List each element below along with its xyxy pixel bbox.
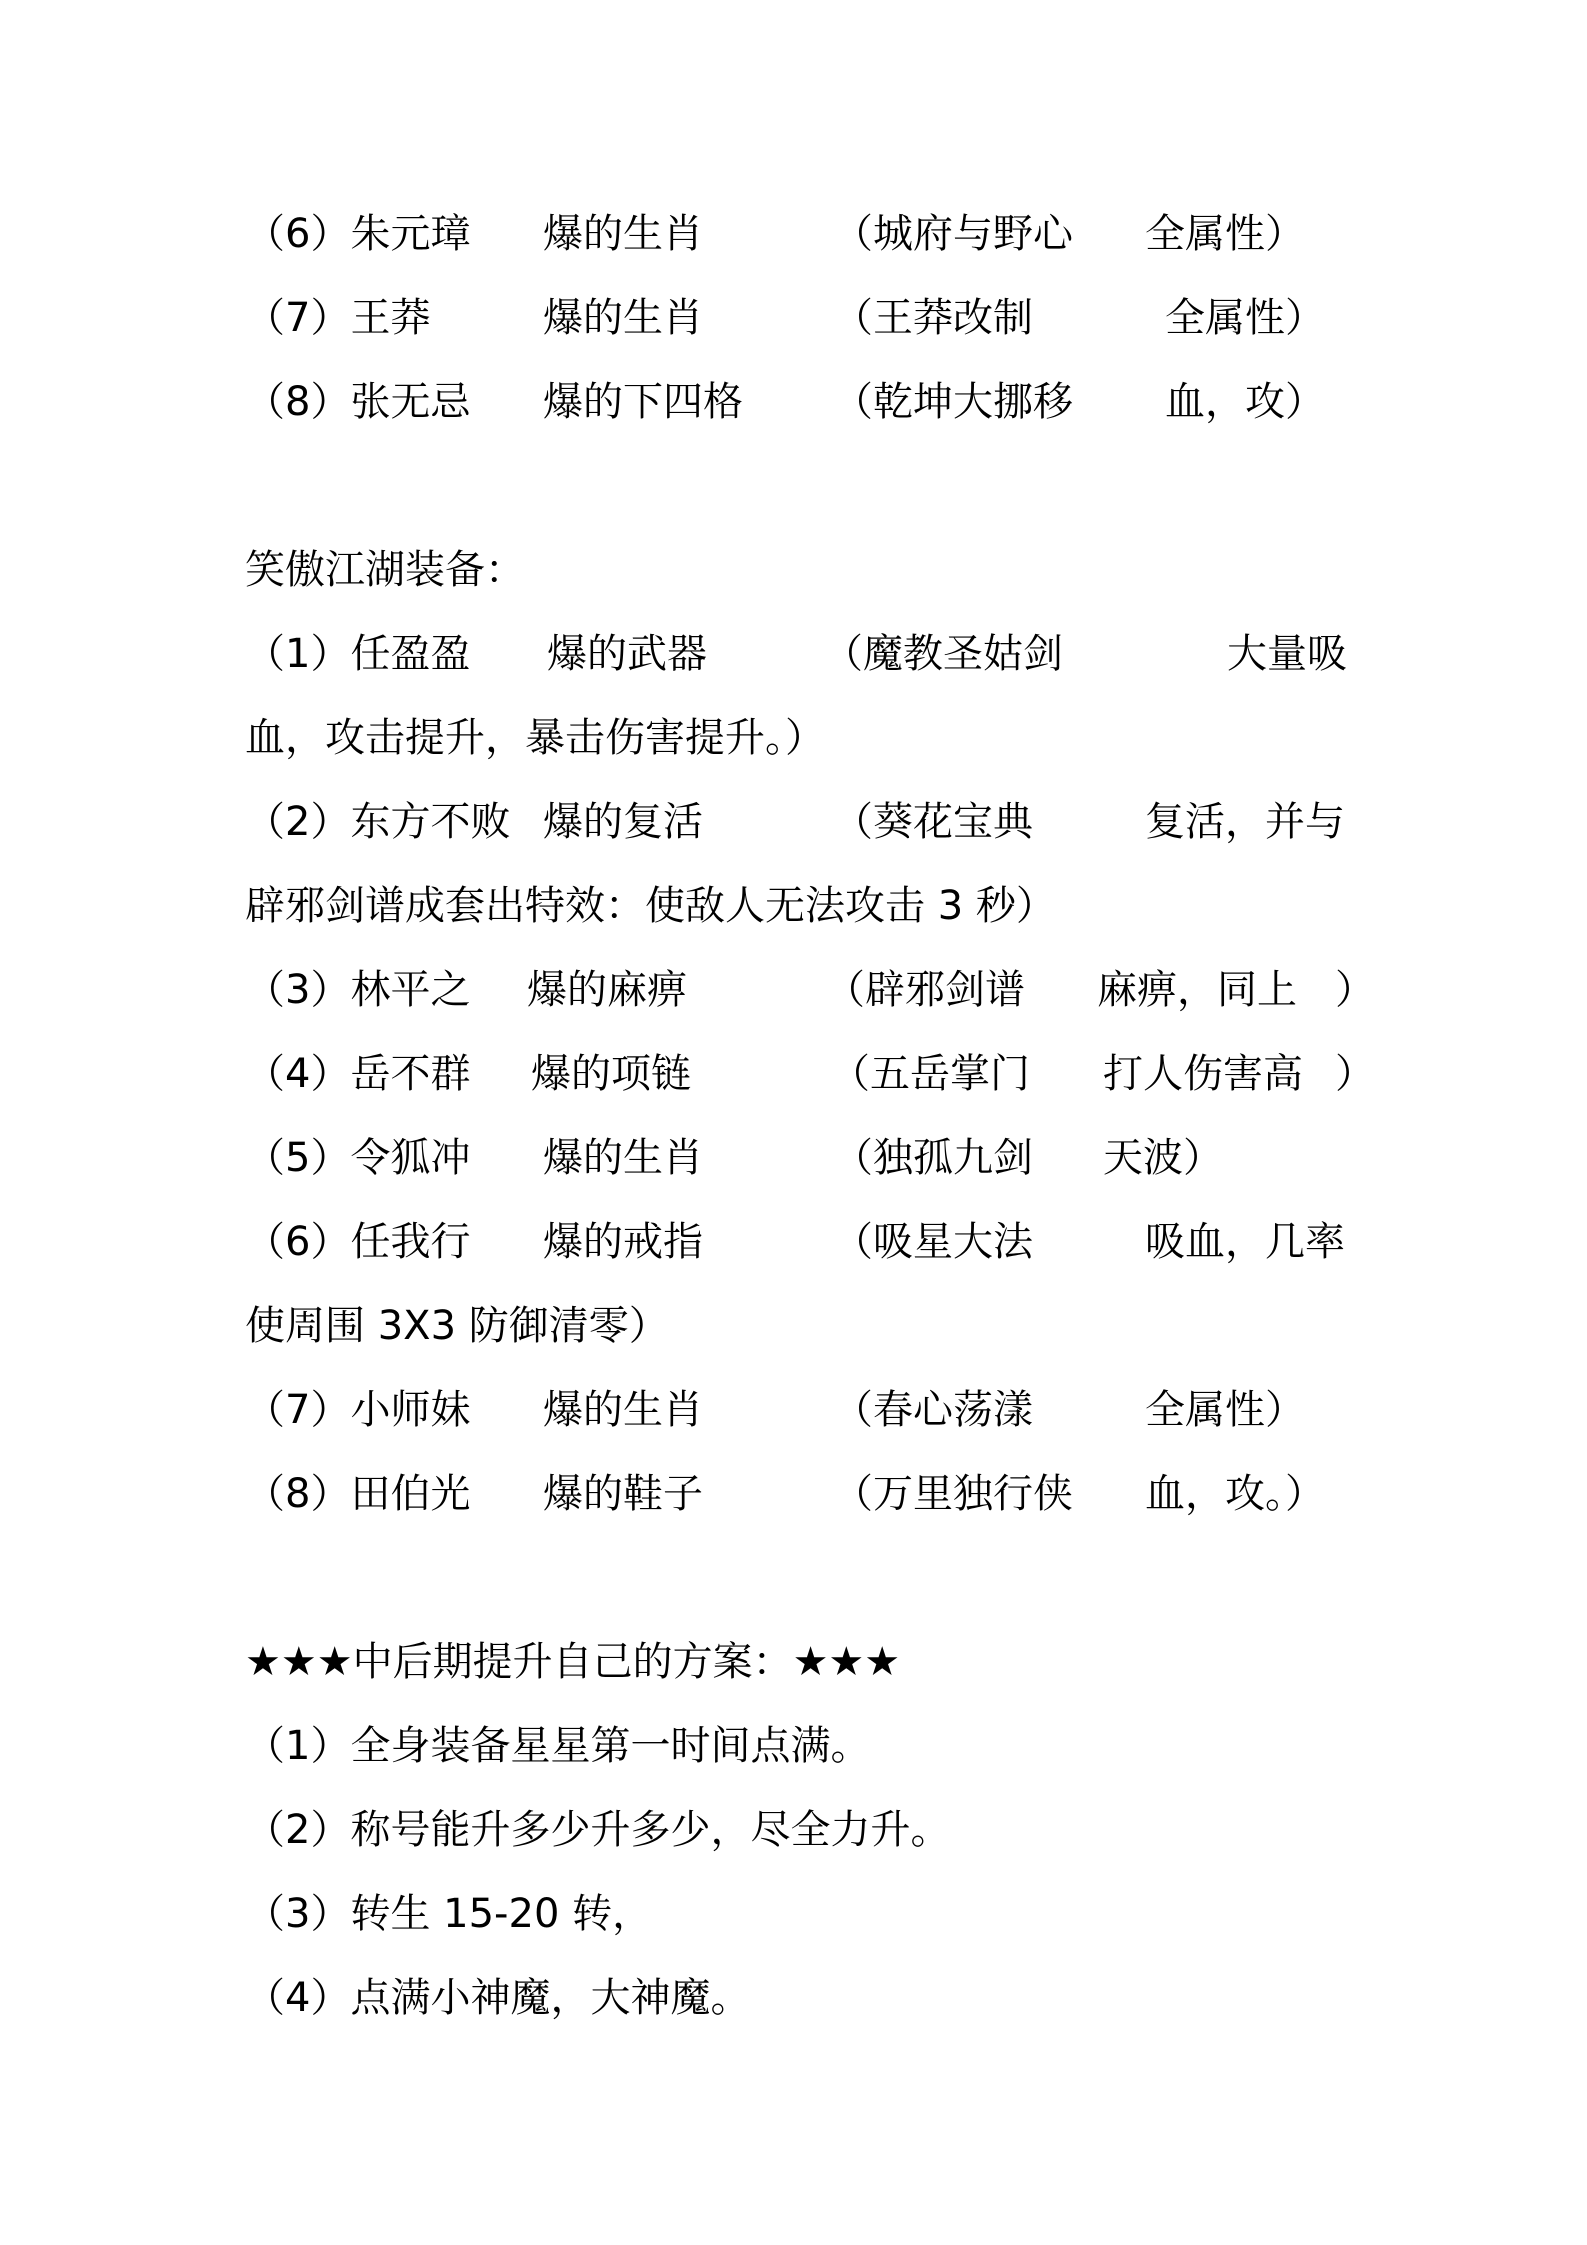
- item-drop: 爆的鞋子: [543, 1471, 703, 1517]
- item-number-name: （5）令狐冲: [245, 1135, 471, 1181]
- item-drop: 爆的麻痹: [527, 967, 687, 1013]
- item-number-name: （8）张无忌: [245, 379, 471, 425]
- item-equipment: （城府与野心: [833, 211, 1073, 257]
- plan-item-text: （1）全身装备星星第一时间点满。: [245, 1723, 871, 1769]
- item-equipment: （魔教圣姑剑: [823, 631, 1063, 677]
- item-drop: 爆的生肖: [543, 1135, 703, 1181]
- item-number-name: （2）东方不败: [245, 799, 511, 845]
- item-equipment: （乾坤大挪移: [833, 379, 1073, 425]
- item-drop: 爆的复活: [543, 799, 703, 845]
- item-effect: 血，攻）: [1165, 379, 1325, 425]
- item-equipment: （吸星大法: [833, 1219, 1033, 1265]
- plan-item-text: （2）称号能升多少升多少，尽全力升。: [245, 1807, 951, 1853]
- item-effect: 打人伤害高: [1103, 1051, 1303, 1097]
- item-equipment: （辟邪剑谱: [825, 967, 1025, 1013]
- item-number-name: （3）林平之: [245, 967, 471, 1013]
- item-closing-bracket: ）: [1335, 1051, 1375, 1097]
- item-number-name: （6）朱元璋: [245, 211, 471, 257]
- item-effect: 大量吸: [1227, 631, 1347, 677]
- continuation-text: 血，攻击提升，暴击伤害提升。）: [245, 715, 825, 761]
- item-effect: 血，攻。）: [1145, 1471, 1325, 1517]
- item-equipment: （五岳掌门: [830, 1051, 1030, 1097]
- item-number-name: （4）岳不群: [245, 1051, 471, 1097]
- continuation-text: 使周围 3X3 防御清零）: [245, 1303, 669, 1349]
- heading-text: 笑傲江湖装备：: [245, 547, 525, 593]
- item-drop: 爆的生肖: [543, 211, 703, 257]
- item-number-name: （7）王莽: [245, 295, 431, 341]
- item-effect: 天波）: [1103, 1135, 1223, 1181]
- item-effect: 吸血，几率: [1145, 1219, 1345, 1265]
- item-equipment: （葵花宝典: [833, 799, 1033, 845]
- item-number-name: （1）任盈盈: [245, 631, 471, 677]
- item-effect: 全属性）: [1145, 211, 1305, 257]
- item-drop: 爆的生肖: [543, 1387, 703, 1433]
- item-drop: 爆的武器: [547, 631, 707, 677]
- plan-item-text: （4）点满小神魔，大神魔。: [245, 1975, 751, 2021]
- plan-item-text: （3）转生 15-20 转，: [245, 1891, 653, 1937]
- item-closing-bracket: ）: [1335, 967, 1375, 1013]
- item-equipment: （王莽改制: [833, 295, 1033, 341]
- item-equipment: （春心荡漾: [833, 1387, 1033, 1433]
- heading-text: ★★★中后期提升自己的方案：★★★: [245, 1639, 901, 1685]
- item-equipment: （独孤九剑: [833, 1135, 1033, 1181]
- item-number-name: （6）任我行: [245, 1219, 471, 1265]
- item-effect: 复活，并与: [1145, 799, 1345, 845]
- item-number-name: （7）小师妹: [245, 1387, 471, 1433]
- item-drop: 爆的项链: [531, 1051, 691, 1097]
- item-drop: 爆的生肖: [543, 295, 703, 341]
- item-effect: 麻痹，同上: [1097, 967, 1297, 1013]
- item-drop: 爆的下四格: [543, 379, 743, 425]
- item-effect: 全属性）: [1165, 295, 1325, 341]
- item-equipment: （万里独行侠: [833, 1471, 1073, 1517]
- continuation-text: 辟邪剑谱成套出特效：使敌人无法攻击 3 秒）: [245, 883, 1056, 929]
- item-number-name: （8）田伯光: [245, 1471, 471, 1517]
- item-drop: 爆的戒指: [543, 1219, 703, 1265]
- item-effect: 全属性）: [1145, 1387, 1305, 1433]
